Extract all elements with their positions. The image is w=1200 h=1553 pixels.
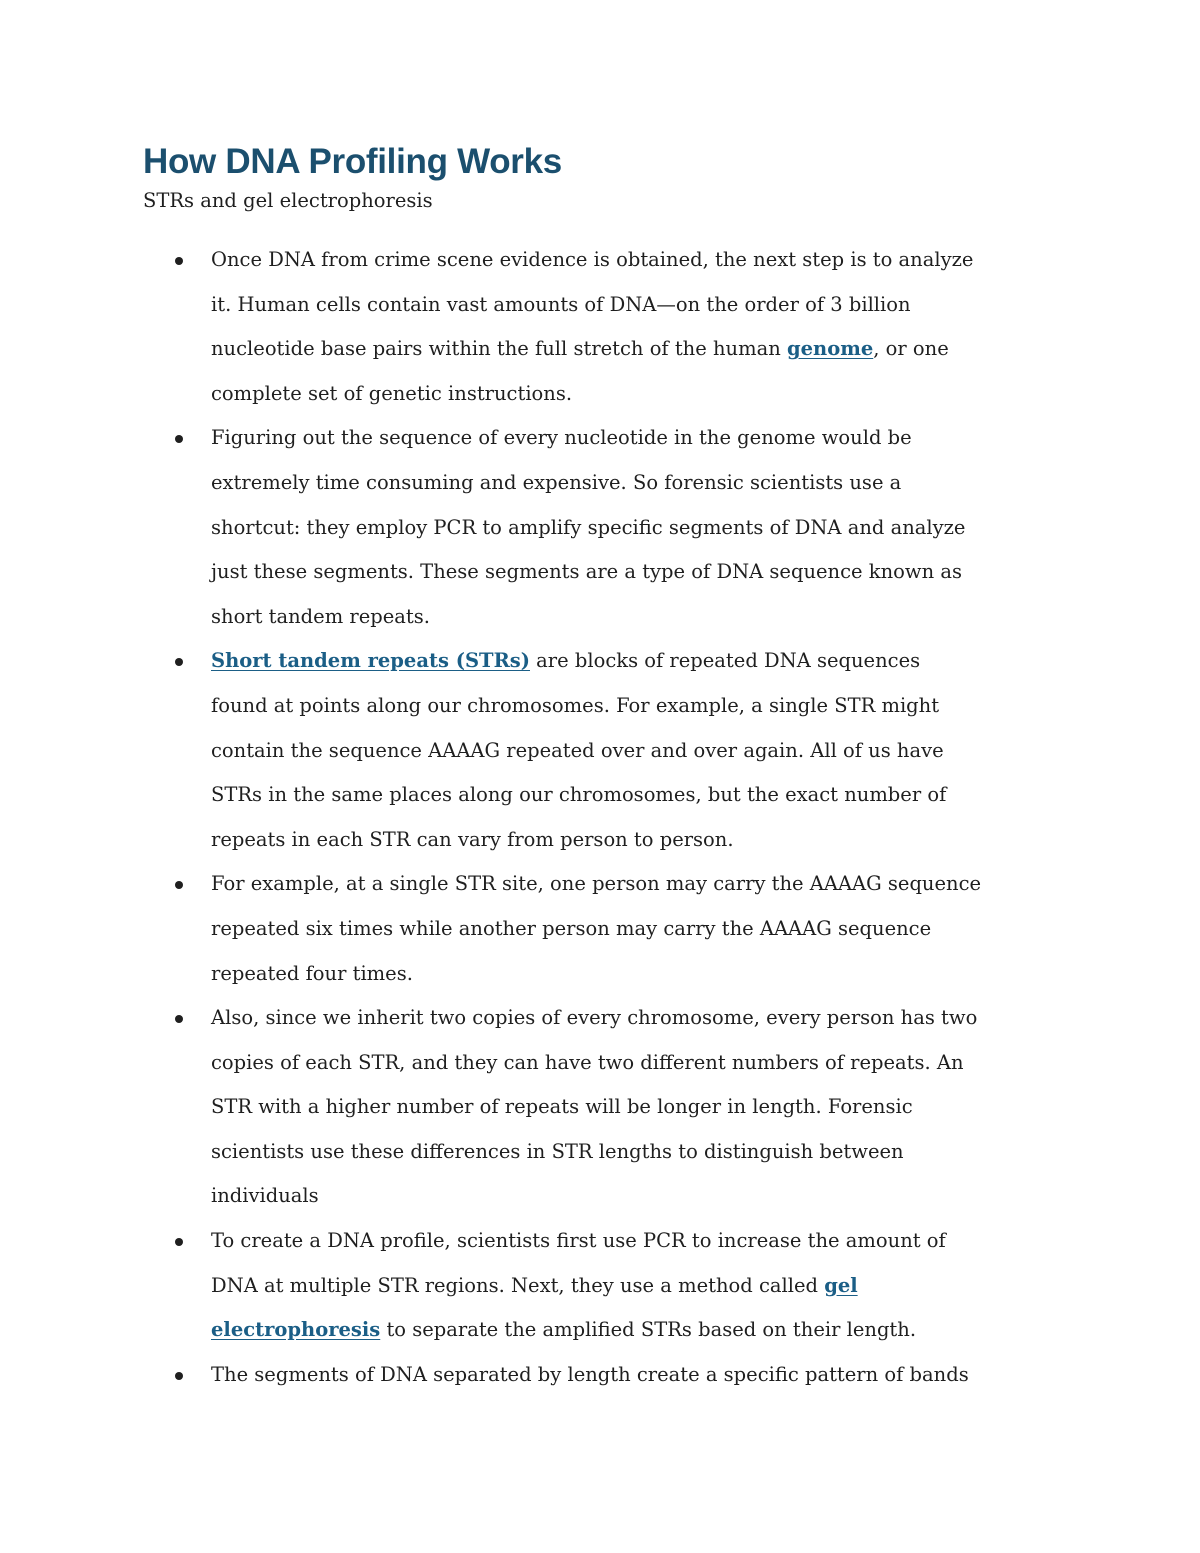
text-line: found at points along our chromosomes. For example, a single STR might [211, 693, 940, 717]
text-segment: nucleotide base pairs within the full stretch of the human [211, 337, 787, 361]
bullet-list [211, 238, 1061, 1397]
text-line [211, 327, 1061, 372]
text-line: To create a DNA profile, scientists first use PCR to increase the amount of [211, 1229, 946, 1253]
text-line: repeated four times. [211, 961, 413, 985]
list-item [211, 1219, 1061, 1353]
bullet-icon [175, 257, 183, 265]
text-line: Once DNA from crime scene evidence is obtained, the next step is to analyze [211, 248, 974, 271]
text-line: individuals [211, 1184, 319, 1208]
text-line: copies of each STR, and they can have two different numbers of repeats. An [211, 1050, 964, 1074]
gel-electrophoresis-link[interactable]: electrophoresis [211, 1318, 381, 1342]
text-line: just these segments. These segments are a type of DNA sequence known as [211, 560, 962, 584]
page-subtitle: STRs and gel electrophoresis [143, 189, 433, 212]
bullet-icon [175, 658, 183, 666]
gel-electrophoresis-link[interactable]: gel [824, 1273, 858, 1297]
text-segment: , or one [873, 337, 949, 361]
text-line: extremely time consuming and expensive. So forensic scientists use a [211, 470, 902, 494]
list-item [211, 639, 1061, 862]
bullet-icon [175, 1372, 183, 1380]
text-segment: are blocks of repeated DNA sequences [529, 649, 921, 673]
text-line: short tandem repeats. [211, 604, 430, 628]
text-line: For example, at a single STR site, one person may carry the AAAAG sequence [211, 872, 982, 896]
str-link[interactable]: Short tandem repeats (STRs) [211, 649, 530, 673]
text-line: contain the sequence AAAAG repeated over and over again. All of us have [211, 738, 944, 762]
text-line: it. Human cells contain vast amounts of DNA—on the order of 3 billion [211, 292, 911, 316]
bullet-icon [175, 1015, 183, 1023]
text-line: shortcut: they employ PCR to amplify specific segments of DNA and analyze [211, 515, 966, 539]
list-item [211, 238, 1061, 416]
text-line: Figuring out the sequence of every nucleotide in the genome would be [211, 426, 912, 450]
bullet-icon [175, 881, 183, 889]
text-line [211, 1264, 1061, 1309]
list-item [211, 996, 1061, 1219]
text-line: STRs in the same places along our chromosomes, but the exact number of [211, 783, 947, 807]
genome-link[interactable]: genome [786, 337, 874, 361]
text-segment: DNA at multiple STR regions. Next, they use a method called [211, 1273, 825, 1297]
text-line [211, 639, 1061, 684]
text-line: complete set of genetic instructions. [211, 381, 573, 405]
text-line: Also, since we inherit two copies of every chromosome, every person has two [211, 1006, 978, 1030]
text-line: scientists use these differences in STR lengths to distinguish between [211, 1139, 904, 1163]
text-line: repeated six times while another person may carry the AAAAG sequence [211, 916, 932, 940]
text-line: repeats in each STR can vary from person to person. [211, 827, 734, 851]
text-line [211, 1308, 1061, 1353]
list-item [211, 416, 1061, 639]
bullet-icon [175, 1238, 183, 1246]
page-title: How DNA Profiling Works [143, 142, 562, 181]
bullet-icon [175, 435, 183, 443]
list-item [211, 862, 1061, 996]
list-item [211, 1353, 1061, 1398]
text-line: The segments of DNA separated by length create a specific pattern of bands [211, 1362, 969, 1386]
text-segment: to separate the amplified STRs based on their length. [380, 1318, 917, 1342]
text-line: STR with a higher number of repeats will be longer in length. Forensic [211, 1095, 913, 1119]
